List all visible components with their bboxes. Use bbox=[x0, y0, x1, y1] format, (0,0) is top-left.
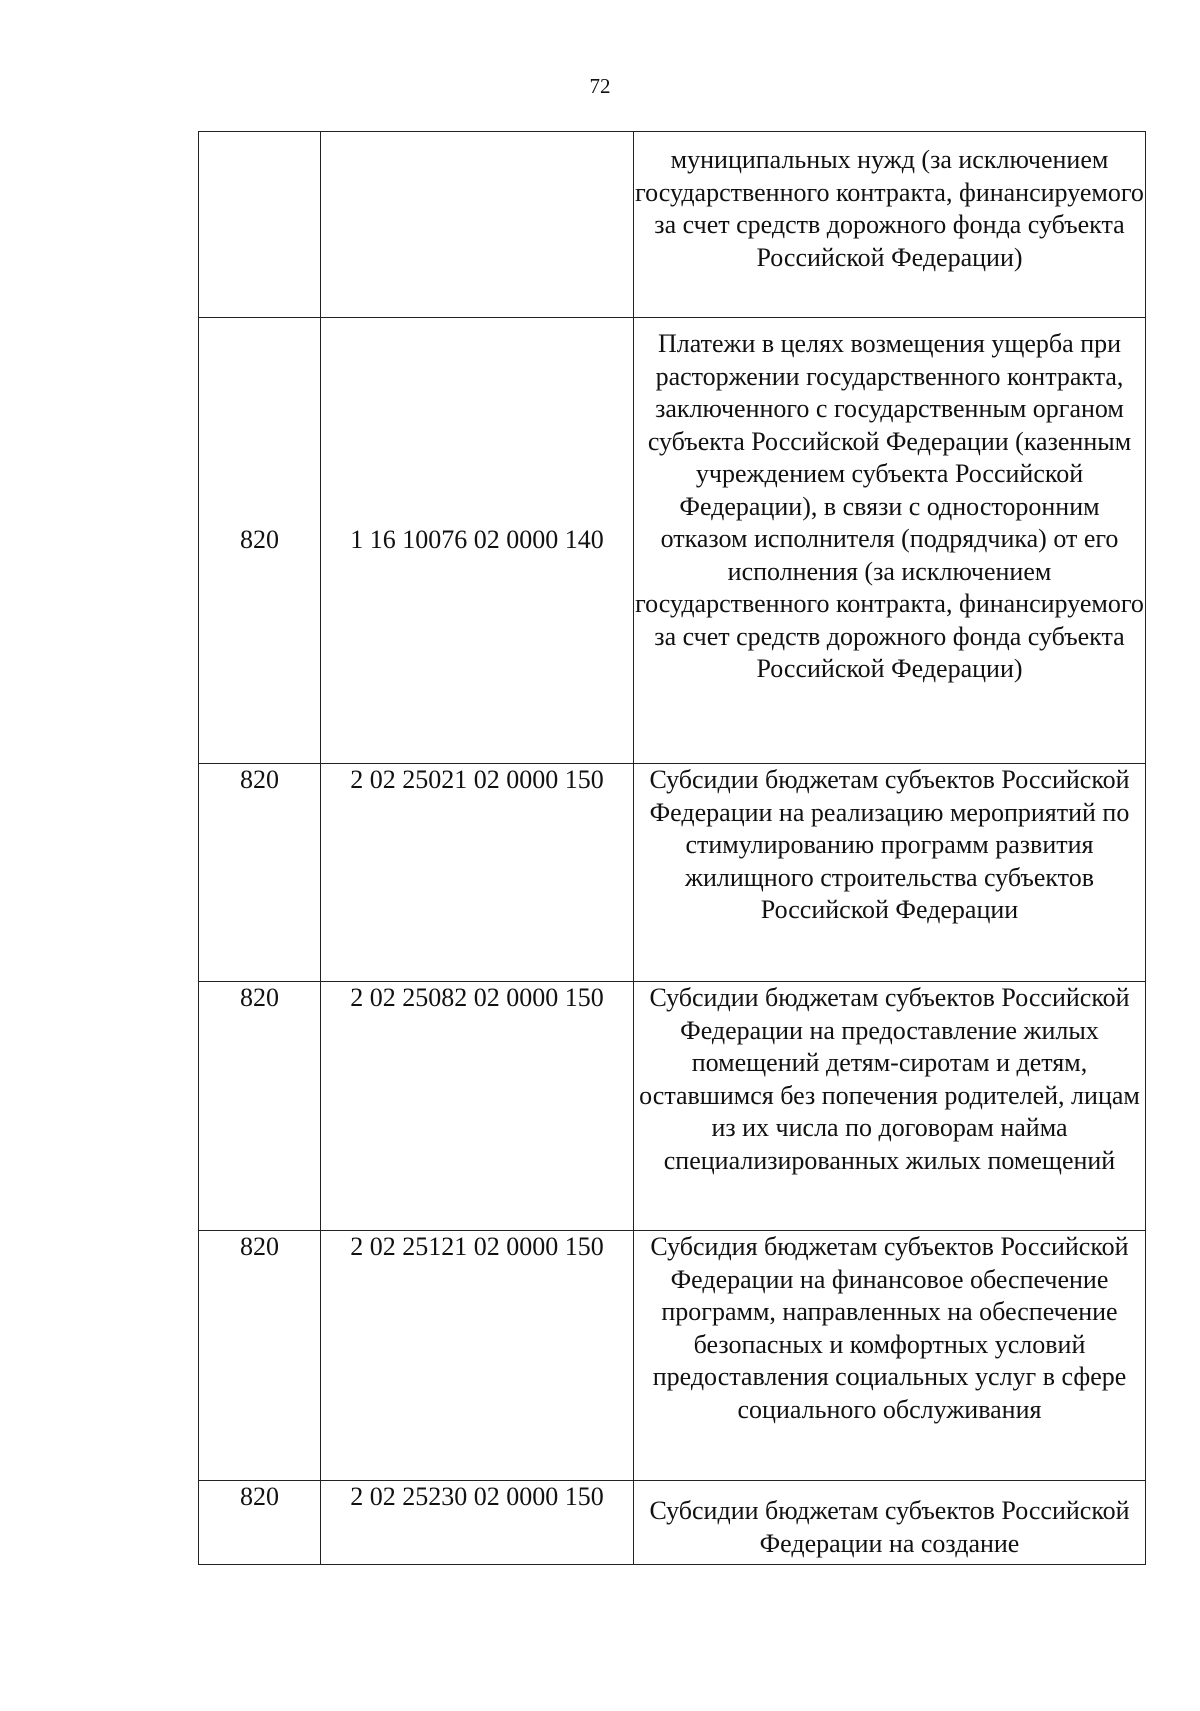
table-row bbox=[199, 1231, 1146, 1481]
budget-code-cell: 2 02 25230 02 0000 150 bbox=[321, 1481, 634, 1565]
page-number: 72 bbox=[589, 74, 611, 98]
table-row bbox=[199, 132, 1146, 318]
budget-code-cell: 1 16 10076 02 0000 140 bbox=[321, 318, 634, 764]
description-cell: Платежи в целях возмещения ущерба при расторжении государственного контракта, заключенного с государственным органом субъекта Российской Федерации (казенным учреждением субъекта Российской Федерации), в связи с односторонним отказом исполнителя (подрядчика) от его исполнения (за исключением государственного контракта, финансируемого за счет средств дорожного фонда субъекта Российской Федерации) bbox=[634, 318, 1146, 764]
description-cell: Субсидии бюджетам субъектов Российской Федерации на создание bbox=[634, 1481, 1146, 1565]
description-cell: муниципальных нужд (за исключением государственного контракта, финансируемого за счет средств дорожного фонда субъекта Российской Федерации) bbox=[634, 132, 1146, 318]
budget-code-cell bbox=[321, 132, 634, 318]
description-cell: Субсидии бюджетам субъектов Российской Федерации на предоставление жилых помещений детям-сиротам и детям, оставшимся без попечения родителей, лицам из их числа по договорам найма специализированных жилых помещений bbox=[634, 982, 1146, 1231]
description-cell: Субсидия бюджетам субъектов Российской Федерации на финансовое обеспечение программ, направленных на обеспечение безопасных и комфортных условий предоставления социальных услуг в сфере социального обслуживания bbox=[634, 1231, 1146, 1481]
admin-code-cell bbox=[199, 132, 321, 318]
admin-code-cell: 820 bbox=[199, 1231, 321, 1481]
table-row bbox=[199, 982, 1146, 1231]
description-cell: Субсидии бюджетам субъектов Российской Федерации на реализацию мероприятий по стимулированию программ развития жилищного строительства субъектов Российской Федерации bbox=[634, 764, 1146, 982]
admin-code-cell: 820 bbox=[199, 318, 321, 764]
table-row bbox=[199, 764, 1146, 982]
table-row bbox=[199, 1481, 1146, 1565]
admin-code-cell: 820 bbox=[199, 1481, 321, 1565]
admin-code-cell: 820 bbox=[199, 764, 321, 982]
budget-code-cell: 2 02 25121 02 0000 150 bbox=[321, 1231, 634, 1481]
admin-code-cell: 820 bbox=[199, 982, 321, 1231]
budget-code-cell: 2 02 25082 02 0000 150 bbox=[321, 982, 634, 1231]
table-row bbox=[199, 318, 1146, 764]
budget-code-cell: 2 02 25021 02 0000 150 bbox=[321, 764, 634, 982]
budget-classification-table bbox=[198, 131, 1146, 1565]
